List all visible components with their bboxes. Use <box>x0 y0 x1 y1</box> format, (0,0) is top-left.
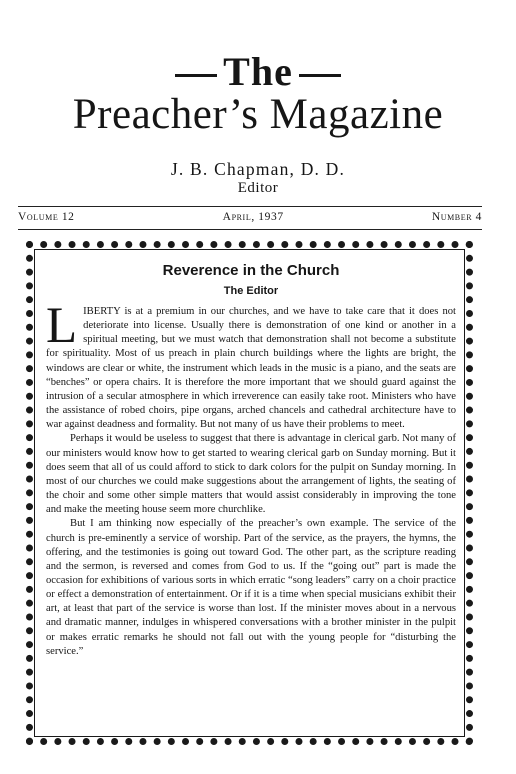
editor-role: Editor <box>237 180 279 196</box>
article-paragraph: But I am thinking now especially of the preacher’s own example. The service of the church is pre-eminently a service of worship. Part of the service, as the prayers, the hymns, the offering, and the testimonies is going out toward God. The other part, as the scripture reading and the sermon, is reversed and comes from God to us. If the “going out” part is made the occasion for exhibitions of various sorts in which erratic “song leaders” carry on a choir practice or effect a demonstration of entertainment. Or if it is a time when special musicians exhibit their art, at least that part of the service is worse than lost. If the minister moves about in a nervous and dramatic manner, indulges in whispered conversations with a brother minister in the pulpit or makes erratic remarks he should not fall out with the young people for “disturbing the service.” <box>46 518 456 657</box>
article-body <box>46 298 456 659</box>
masthead-the-line <box>0 49 516 94</box>
magazine-title: Preacher’s Magazine <box>72 91 444 138</box>
issue-number: Number 4 <box>431 211 482 223</box>
article <box>46 263 456 659</box>
paragraph-text: IBERTY is at a premium in our churches, and we have to take care that it does not deteriorate into license. Usually there is demonstration of one kind or another in a spiritual meeting, but we must watch that demonstration shall not become a substitute for spirituality. Most of us preach in plain church buildings where the lights are bright, the windows are clear or white, the instrument which leads in the music is a piano, and the seats are “benches” or opera chairs. It is therefore the more important that we should guard against the intrusion of a secular atmosphere in which irreverence can easily take root. Ministers who have the assistance of robed choirs, pipe organs, arched chancels and cathedral architecture have to war against deadness and formality. But not many of us have their problems to meet. <box>46 306 456 431</box>
volume-label: Volume 12 <box>18 211 75 223</box>
issue-info-bar <box>18 212 482 224</box>
issue-date: April, 1937 <box>222 211 284 223</box>
article-paragraph: Perhaps it would be useless to suggest that there is advantage in clerical garb. Not many of our ministers would know how to get started to wearing clerical garb on Sunday morning. But it does seem that all of us could afford to stick to dark colors for the pulpit on Sunday morning. In most of our churches we could make suggestions about the arrangement of lights, the seating of the choir and some other simple matters that would assist considerably in improving the tone and make the meeting house seem more churchlike. <box>46 433 456 516</box>
bottom-rule <box>18 229 482 230</box>
masthead-the-word: The <box>223 49 293 94</box>
editor-name: J. B. Chapman, D. D. <box>170 159 346 179</box>
article-paragraph <box>46 298 456 432</box>
masthead-dash-right <box>299 74 341 77</box>
drop-cap: L <box>46 298 78 354</box>
masthead-dash-left <box>175 74 217 77</box>
article-byline: The Editor <box>223 285 279 297</box>
article-title: Reverence in the Church <box>162 262 340 279</box>
top-rule <box>18 206 482 207</box>
